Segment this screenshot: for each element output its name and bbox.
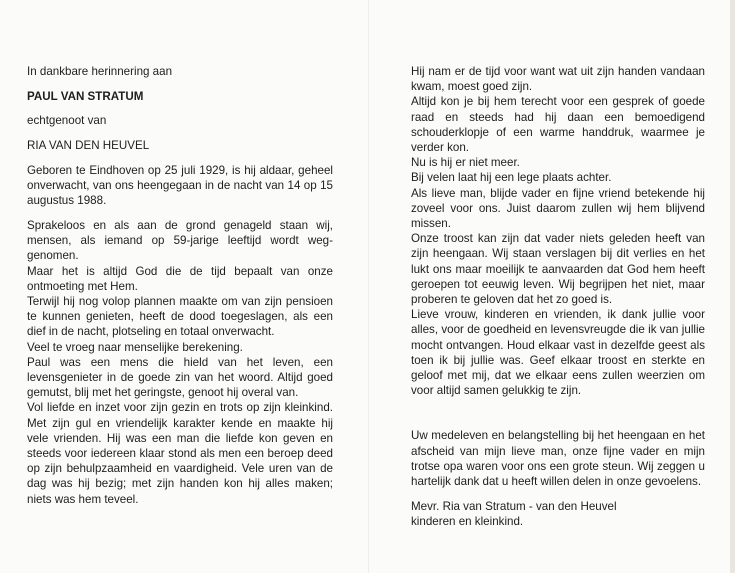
paragraph: Als lieve man, blijde vader en fijne vriend betekende hij zoveel voor ons. Juist daarom zullen wij hem blijvend missen. [411, 186, 705, 231]
left-column [27, 64, 333, 507]
paragraph: Bij velen laat hij een lege plaats achter. [411, 171, 612, 185]
paragraph: Paul was een mens die hield van het leven, een levensgenieter in de goede zin van het woord. Altijd goed gemutst, blij met het geringste, genoot hij overal van. [27, 355, 333, 400]
paragraph: Onze troost kan zijn dat vader niets geleden heeft van zijn heengaan. Wij staan verslagen bij dit verlies en het lukt ons maar moeilijk te aanvaarden dat God hem heeft geroepen tot eeuwig leven. Wij begrijpen het niet, maar proberen te geloven dat het zo goed is. [411, 232, 705, 307]
paragraph: Sprakeloos en als aan de grond genageld staan wij, mensen, als iemand op 59-jarige leeftijd wordt weggenomen. [27, 218, 333, 263]
right-column [411, 64, 705, 529]
spouse-name: RIA VAN DEN HEUVEL [27, 139, 150, 153]
thanks-paragraph: Uw medeleven en belangstelling bij het heengaan en het afscheid van mijn lieve man, onze fijne vader en mijn trotse opa waren voor ons een grote steun. Wij zeggen u hartelijk dank dat u heeft willen delen in onze gevoelens. [411, 429, 705, 489]
deceased-name: PAUL VAN STRATUM [27, 89, 144, 103]
paragraph: Altijd kon je bij hem terecht voor een gesprek of goede raad en steeds had hij daan een bemoedigend schouderklopje of een warme handdruk, waarmee je verder kon. [411, 95, 705, 155]
paragraph: Terwijl hij nog volop plannen maakte om van zijn pensioen te kunnen genieten, heeft de dood toegeslagen, als een dief in de nacht, plotseling en totaal onverwacht. [27, 294, 333, 339]
signature-family: kinderen en kleinkind. [411, 514, 524, 528]
paragraph: Veel te vroeg naar menselijke berekening. [27, 340, 243, 354]
spouse-intro: echtgenoot van [27, 114, 107, 128]
signature-name: Mevr. Ria van Stratum - van den Heuvel [411, 499, 617, 513]
paragraph: Nu is hij er niet meer. [411, 156, 520, 170]
intro-line: In dankbare herinnering aan [27, 65, 173, 78]
paragraph: Hij nam er de tijd voor want wat uit zijn handen vandaan kwam, moest goed zijn. [411, 65, 705, 94]
paragraph: Lieve vrouw, kinderen en vrienden, ik dank jullie voor alles, voor de goedheid en levensvreugde die ik van jullie mocht ontvangen. Houd elkaar vast in dezelfde geest als toen ik bij jullie was. Geef elkaar troost en sterkte en geloof met mij, dat we elkaar eens zullen weerzien om voor altijd samen gelukkig te zijn. [411, 308, 705, 398]
card-edge [730, 0, 735, 573]
birth-death-paragraph: Geboren te Eindhoven op 25 juli 1929, is hij aldaar, geheel onverwacht, van ons heengegaan in de nacht van 14 op 15 augustus 1988. [27, 163, 333, 208]
card-fold [368, 0, 369, 573]
paragraph: Maar het is altijd God die de tijd bepaalt van onze ontmoeting met Hem. [27, 264, 333, 293]
paragraph: Vol liefde en inzet voor zijn gezin en trots op zijn kleinkind. Met zijn gul en vriendelijk karakter kende en maakte hij vele vrienden. Hij was een man die liefde kon geven en steeds voor iedereen klaar stond als men een beroep deed op zijn behulpzaamheid en vaardigheid. Vele uren van de dag was hij bezig; met zijn handen kon hij alles maken; niets was hem teveel. [27, 401, 333, 506]
